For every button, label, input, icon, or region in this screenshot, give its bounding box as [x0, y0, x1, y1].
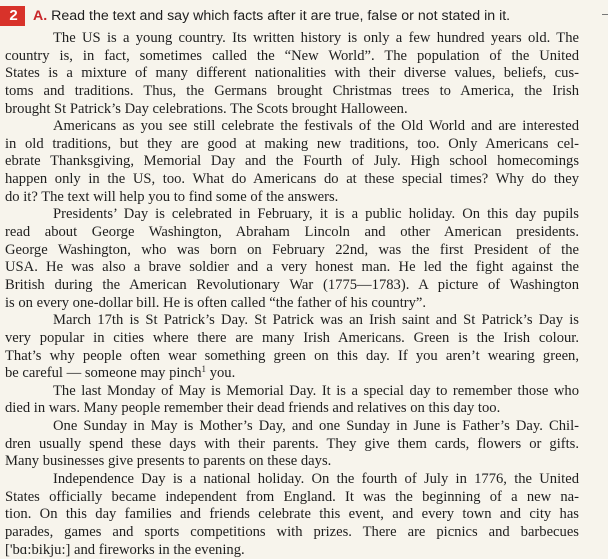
- article-line: [5, 295, 579, 313]
- article-line-text: ['bɑ:bikju:] and fireworks in the evening.: [5, 541, 245, 558]
- article-line-text: very popular in cities where there are many Irish Americans. Green is the Irish colour.: [5, 329, 579, 346]
- article-line: [5, 259, 579, 277]
- article-line-text: The US is a young country. Its written history is only a few hundred years old. The: [53, 30, 579, 46]
- article-line-text: happen only in the US, too. What do Americans do at these special times? Why do they: [5, 171, 579, 188]
- article-line: [5, 312, 579, 330]
- article-line: [5, 65, 579, 83]
- article-line: [5, 136, 579, 154]
- article-line: [5, 224, 579, 242]
- article-line: [5, 542, 579, 559]
- article-line: [5, 30, 579, 48]
- article-line-text: Presidents’ Day is celebrated in February, it is a public holiday. On this day pupils: [53, 206, 579, 223]
- article-line-text: do it? The text will help you to find some of the answers.: [5, 188, 339, 205]
- article-line: [5, 189, 579, 207]
- article-line-text: be careful — someone may pinch: [5, 365, 202, 382]
- article-line: [5, 400, 579, 418]
- article-line-text: in old traditions, but they are good at making new traditions, too. Only Americans cel-: [5, 135, 579, 152]
- article-line-text: dren usually spend these days with their parents. They give them cards, flowers or gifts.: [5, 435, 579, 452]
- article-line-text: Independence Day is a national holiday. On the fourth of July in 1776, the United: [53, 471, 579, 488]
- article-line: [5, 453, 579, 471]
- article-line-text: The last Monday of May is Memorial Day. It is a special day to remember those who: [53, 382, 579, 399]
- article-line-text: One Sunday in May is Mother’s Day, and one Sunday in June is Father’s Day. Chil-: [53, 418, 579, 435]
- article-line-text: ebrate Thanksgiving, Memorial Day and the Fourth of July. High school homecomings: [5, 153, 579, 170]
- article-line: [5, 383, 579, 401]
- article-line-text: parades, games and sports competitions with prizes. There are picnics and barbecues: [5, 523, 579, 540]
- article-line: [5, 83, 579, 101]
- article-line: [5, 348, 579, 366]
- page-edge-mark: [602, 14, 608, 15]
- footnote-marker: 1: [201, 364, 207, 375]
- article-line: [5, 365, 579, 383]
- article-line-text: brought St Patrick’s Day celebrations. The Scots brought Halloween.: [5, 100, 408, 117]
- article-line: [5, 153, 579, 171]
- article-line: [5, 506, 579, 524]
- task-instruction: [33, 6, 510, 26]
- article-line: [5, 418, 579, 436]
- article-line-text: States is a mixture of many different nationalities with their diverse values, beliefs, cus-: [5, 65, 579, 82]
- exercise-number-badge: 2: [0, 6, 25, 26]
- article-line-text: USA. He was also a brave soldier and a very honest man. He led the fight against the: [5, 259, 579, 276]
- article-line-text-after: you.: [206, 365, 236, 382]
- article-line: [5, 277, 579, 295]
- article-line-text: country is, in fact, sometimes called the “New World”. The population of the United: [5, 47, 579, 64]
- task-letter: A.: [33, 8, 48, 24]
- article-line: [5, 101, 579, 119]
- article-line: [5, 524, 579, 542]
- article-line: [5, 242, 579, 260]
- article-line: [5, 436, 579, 454]
- article-line-text: March 17th is St Patrick’s Day. St Patrick was an Irish saint and St Patrick’s Day is: [53, 312, 579, 329]
- article-line-text: Americans as you see still celebrate the festivals of the Old World and are interested: [53, 118, 579, 135]
- article-line-text: died in wars. Many people remember their dead friends and relatives on this day too.: [5, 400, 501, 417]
- article-line-text: read about George Washington, Abraham Lincoln and other American presidents.: [5, 224, 579, 241]
- article-line-text: States officially became independent from England. It was the beginning of a new na-: [5, 488, 579, 505]
- article-line-text: is on every one-dollar bill. He is often called “the father of his country”.: [5, 294, 427, 311]
- article-line: [5, 489, 579, 507]
- article-line-text: George Washington, who was born on February 22nd, was the first President of the: [5, 241, 579, 258]
- article-line: [5, 206, 579, 224]
- article-line: [5, 48, 579, 66]
- article-line-text: toms and traditions. Thus, the Germans brought Christmas trees to America, the Irish: [5, 82, 579, 99]
- article-line: [5, 171, 579, 189]
- article-line-text: British during the American Revolutionary War (1775—1783). A picture of Washington: [5, 276, 579, 293]
- article-line: [5, 330, 579, 348]
- task-instruction-text: Read the text and say which facts after it are true, false or not stated in it.: [51, 8, 511, 24]
- article-line: [5, 118, 579, 136]
- article-text: [5, 30, 579, 559]
- article-line-text: Many businesses give presents to parents on these days.: [5, 453, 332, 470]
- article-line: [5, 471, 579, 489]
- article-line-text: tion. On this day families and friends celebrate this event, and every town and city has: [5, 506, 579, 523]
- article-line-text: That’s why people often wear something green on this day. If you aren’t wearing green,: [5, 347, 579, 364]
